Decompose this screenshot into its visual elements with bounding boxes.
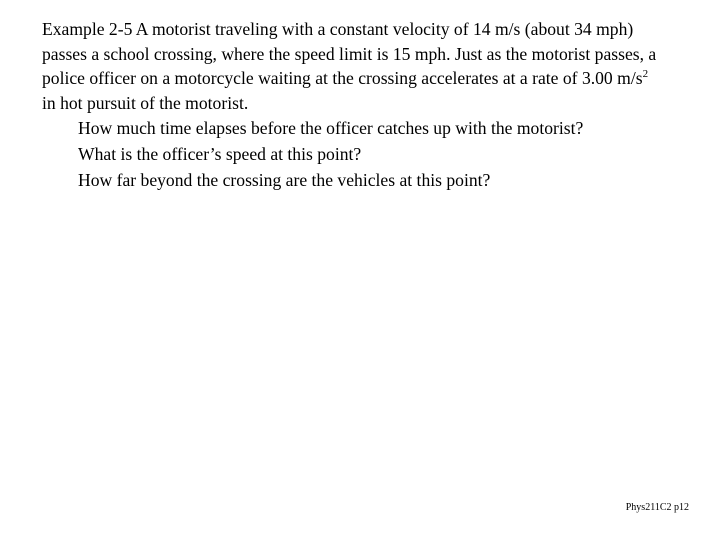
question-list <box>78 115 583 193</box>
problem-line-3 <box>42 66 692 91</box>
question-time-elapsed: How much time elapses before the officer catches up with the motorist? <box>78 118 584 138</box>
question-distance: How far beyond the crossing are the vehicles at this point? <box>78 170 491 190</box>
problem-line-2: passes a school crossing, where the speed limit is 15 mph. Just as the motorist passes, a <box>42 43 657 64</box>
question-officer-speed: What is the officer’s speed at this point? <box>78 144 362 164</box>
page-footer: Phys211C2 p12 <box>625 502 689 513</box>
problem-line-3-text: police officer on a motorcycle waiting at the crossing accelerates at a rate of 3.00 m/s <box>42 68 643 88</box>
problem-line-1: Example 2-5 A motorist traveling with a constant velocity of 14 m/s (about 34 mph) <box>42 19 634 39</box>
exponent-superscript: 2 <box>642 68 649 80</box>
problem-statement <box>42 17 692 115</box>
problem-line-4: in hot pursuit of the motorist. <box>42 92 249 113</box>
